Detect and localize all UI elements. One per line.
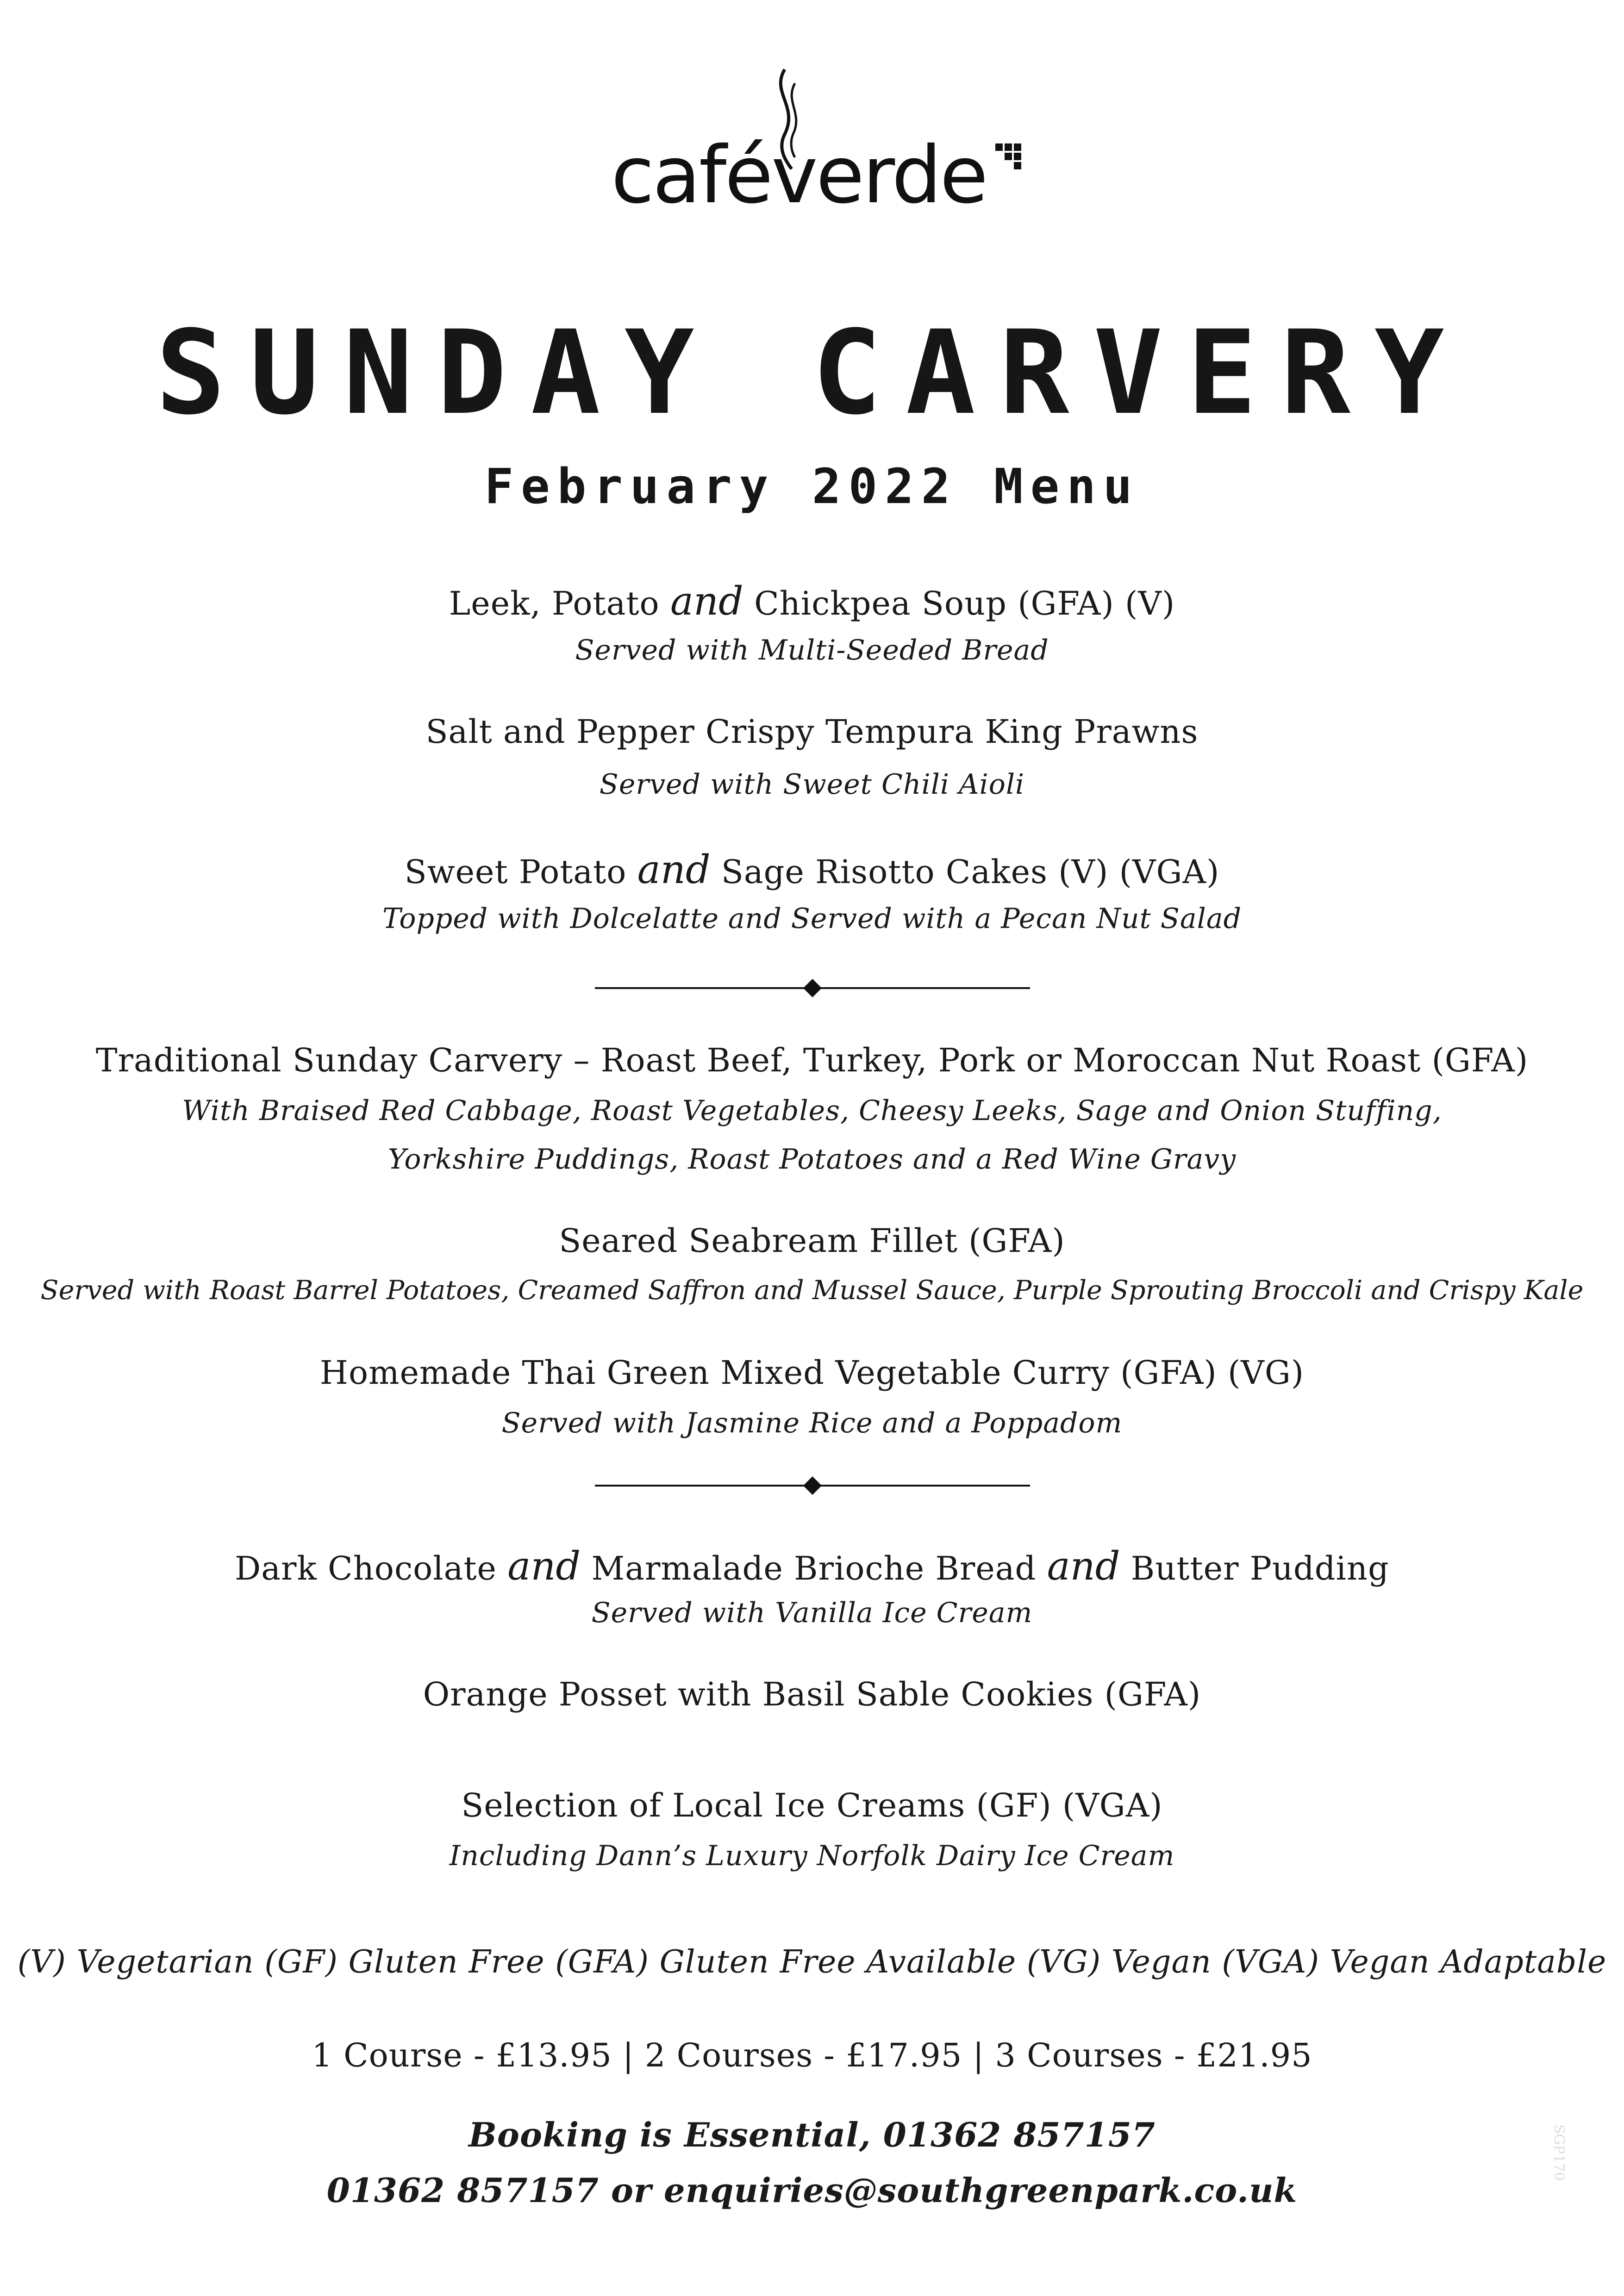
starter-2-name: Salt and Pepper Crispy Tempura King Prawns [425, 713, 1199, 751]
and-script: and [637, 847, 711, 892]
diamond-icon [803, 1476, 822, 1495]
main-2-desc: Served with Roast Barrel Potatoes, Creamed Saffron and Mussel Sauce, Purple Sprouting Broccoli and Crispy Kale [40, 1275, 1584, 1306]
page-subtitle: February 2022 Menu [484, 458, 1140, 515]
main-1-desc-line1: With Braised Red Cabbage, Roast Vegetables, Cheesy Leeks, Sage and Onion Stuffing, [182, 1095, 1442, 1127]
cafeverde-logo [611, 65, 1028, 227]
starter-3-name: Sweet Potato and Sage Risotto Cakes (V) (VGA) [404, 847, 1220, 892]
dessert-1-desc: Served with Vanilla Ice Cream [591, 1597, 1033, 1629]
main-1-desc-line2: Yorkshire Puddings, Roast Potatoes and a Red Wine Gravy [387, 1143, 1237, 1176]
starter-3-desc: Topped with Dolcelatte and Served with a Pecan Nut Salad [382, 902, 1242, 935]
main-3-name: Homemade Thai Green Mixed Vegetable Curry (GFA) (VG) [319, 1354, 1305, 1392]
booking-line-2: 01362 857157 or enquiries@southgreenpark.co.uk [326, 2171, 1298, 2210]
starter-1-name: Leek, Potato and Chickpea Soup (GFA) (V) [449, 579, 1175, 624]
diamond-icon [803, 979, 822, 997]
and-script: and [1047, 1543, 1120, 1589]
section-divider [595, 1476, 1030, 1495]
brand-name: caféverde [611, 130, 987, 221]
booking-line-1: Booking is Essential, 01362 857157 [468, 2115, 1156, 2154]
and-script: and [670, 579, 743, 624]
course-prices: 1 Course - £13.95 | 2 Courses - £17.95 | 3 Courses - £21.95 [312, 2036, 1312, 2074]
main-1-name: Traditional Sunday Carvery – Roast Beef, Turkey, Pork or Moroccan Nut Roast (GFA) [95, 1041, 1529, 1079]
starter-1-desc: Served with Multi-Seeded Bread [575, 634, 1049, 666]
starter-2-desc: Served with Sweet Chili Aioli [599, 768, 1025, 801]
section-divider [595, 979, 1030, 997]
dessert-3-name: Selection of Local Ice Creams (GF) (VGA) [461, 1786, 1163, 1824]
grid-blocks-icon [995, 143, 1023, 180]
page-title: SUNDAY CARVERY [156, 305, 1468, 440]
dietary-legend: (V) Vegetarian (GF) Gluten Free (GFA) Gluten Free Available (VG) Vegan (VGA) Vegan Adaptable [17, 1944, 1607, 1980]
dessert-1-name: Dark Chocolate and Marmalade Brioche Bread and Butter Pudding [235, 1543, 1389, 1589]
main-2-name: Seared Seabream Fillet (GFA) [559, 1222, 1065, 1260]
dessert-3-desc: Including Dann’s Luxury Norfolk Dairy Ice Cream [449, 1840, 1175, 1872]
main-3-desc: Served with Jasmine Rice and a Poppadom [501, 1407, 1123, 1439]
dessert-2-name: Orange Posset with Basil Sable Cookies (GFA) [423, 1675, 1201, 1713]
footer-code: SGP170 [1551, 2124, 1567, 2181]
and-script: and [507, 1543, 581, 1589]
